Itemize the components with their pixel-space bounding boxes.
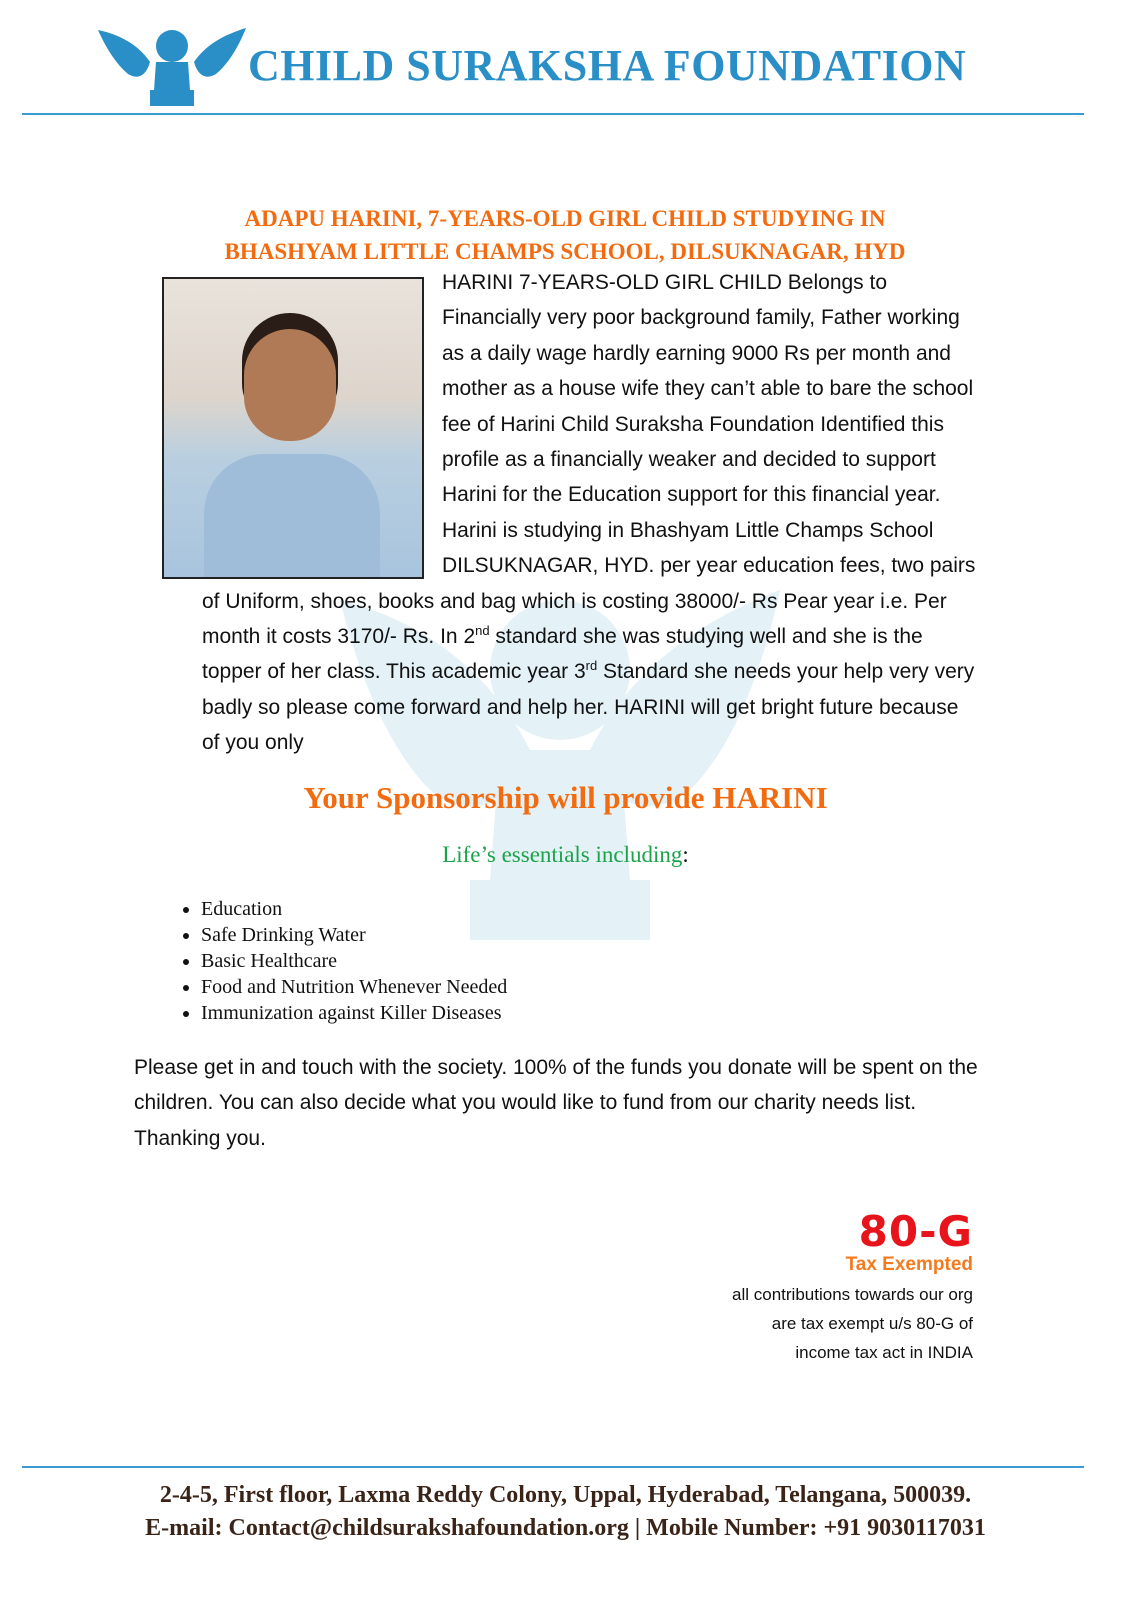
logo-icon: [98, 24, 246, 108]
tax-note-line: income tax act in INDIA: [795, 1343, 973, 1362]
tax-exempted-label: Tax Exempted: [845, 1254, 973, 1275]
essentials-heading: [0, 842, 1131, 868]
org-name: CHILD SURAKSHA FOUNDATION: [248, 41, 967, 90]
tax-note-line: are tax exempt u/s 80-G of: [771, 1314, 973, 1333]
list-item: • Safe Drinking Water: [201, 922, 507, 948]
tax-note-line: all contributions towards our org: [732, 1285, 973, 1304]
list-item: • Food and Nutrition Whenever Needed: [201, 974, 507, 1000]
list-item: • Education: [201, 896, 507, 922]
superscript: rd: [585, 658, 598, 674]
list-item: • Basic Healthcare: [201, 948, 507, 974]
footer-divider: [22, 1466, 1084, 1468]
story-part-1: HARINI 7-YEARS-OLD GIRL CHILD Belongs to Financially very poor background family, Father working as a daily wage hardly earning 9000 Rs per month and mother as a house wife they can’t able to bare the school fee of Harini Child Suraksha Foundation Identified this profile as a financially weaker and decided to support Harini for the Education support for this financial year. Harini is studying in Bhashyam Little Champs School DILSUKNAGAR, HYD. per year education fees, two pairs of Uniform, shoes, books and bag which is costing 38000/- Rs Pear year i.e. Per month it costs 3170/- Rs. In 2: [202, 271, 976, 649]
footer-address: 2-4-5, First floor, Laxma Reddy Colony, Uppal, Hyderabad, Telangana, 500039.: [159, 1482, 972, 1508]
story-text: [134, 265, 979, 761]
footer-contact: E-mail: Contact@childsurakshafoundation.org | Mobile Number: +91 9030117031: [145, 1515, 986, 1541]
title-line-1: ADAPU HARINI, 7-YEARS-OLD GIRL CHILD STUDYING IN: [244, 206, 886, 231]
sponsorship-heading: Your Sponsorship will provide HARINI: [303, 780, 828, 815]
child-photo: [162, 277, 424, 579]
colon: :: [682, 842, 689, 867]
essentials-heading-text: Life’s essentials including: [442, 842, 683, 867]
essentials-list: [165, 896, 507, 1026]
header-divider: [22, 113, 1084, 115]
child-title: [100, 202, 1030, 268]
tax-exemption-block: [732, 1207, 973, 1367]
superscript: nd: [475, 623, 490, 639]
closing-paragraph: Please get in and touch with the society. 100% of the funds you donate will be spent on the children. You can also decide what you would like to fund from our charity needs list. Thanking you.: [134, 1056, 978, 1150]
tax-note: [732, 1280, 973, 1367]
80g-badge: 80-G: [858, 1207, 973, 1256]
title-line-2: BHASHYAM LITTLE CHAMPS SCHOOL, DILSUKNAGAR, HYD: [224, 239, 906, 264]
story-part-2: standard she was studying well and she is the topper of her class. This academic year 3: [202, 625, 923, 684]
list-item: • Immunization against Killer Diseases: [201, 1000, 507, 1026]
story-part-3: Standard she needs your help very very badly so please come forward and help her. HARINI will get bright future because of you only: [202, 660, 975, 755]
